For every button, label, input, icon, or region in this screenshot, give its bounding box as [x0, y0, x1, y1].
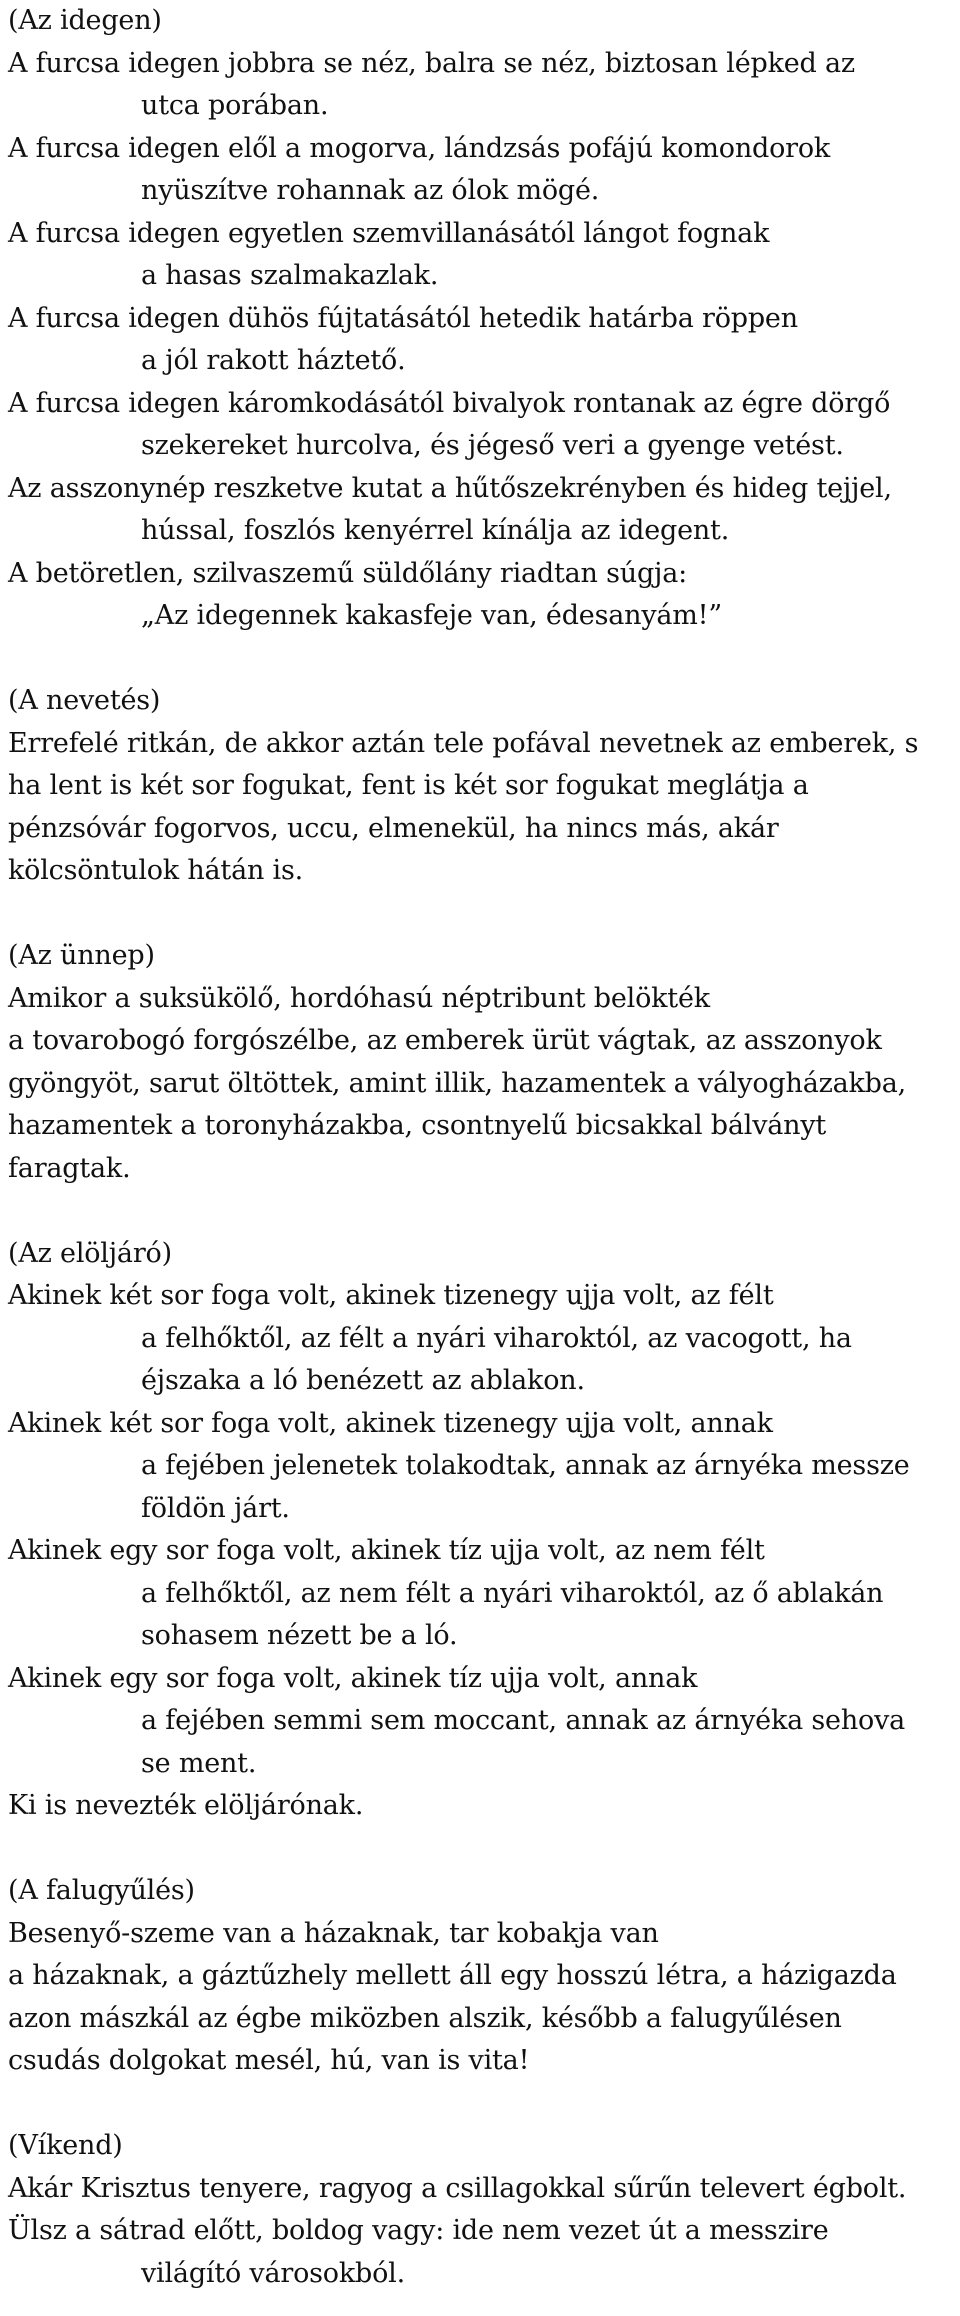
section-heading: (Az idegen): [8, 5, 162, 36]
text-line: azon mászkál az égbe miközben alszik, később a falugyűlésen: [8, 2002, 842, 2034]
continuation-line: a fejében semmi sem moccant, annak az árnyéka sehova: [141, 1705, 906, 1736]
poem-document: [8, 0, 956, 2295]
text-line: hazamentek a toronyházakba, csontnyelű bicsakkal bálványt: [8, 1110, 827, 1141]
section-heading: (Víkend): [8, 2130, 123, 2161]
text-line: Errefelé ritkán, de akkor aztán tele pofával nevetnek az emberek, s: [8, 727, 919, 759]
poem-section: [8, 1233, 956, 1828]
text-line: A furcsa idegen jobbra se néz, balra se néz, biztosan lépked az: [8, 47, 855, 79]
continuation-line: éjszaka a ló benézett az ablakon.: [141, 1365, 585, 1396]
continuation-line: hússal, foszlós kenyérrel kínálja az idegent.: [141, 515, 730, 546]
text-line: Ülsz a sátrad előtt, boldog vagy: ide nem vezet út a messzire: [8, 2215, 829, 2246]
text-line: a tovarobogó forgószélbe, az emberek ürüt vágtak, az asszonyok: [8, 1025, 882, 1056]
continuation-line: világító városokból.: [141, 2257, 405, 2289]
poem-section: [8, 680, 956, 893]
continuation-line: se ment.: [141, 1747, 257, 1779]
section-heading: (Az elöljáró): [8, 1237, 172, 1269]
poem-section: [8, 0, 956, 638]
poem-section: [8, 2125, 956, 2295]
text-line: A furcsa idegen egyetlen szemvillanásától lángot fognak: [8, 217, 770, 249]
text-line: A furcsa idegen dühös fújtatásától hetedik határba röppen: [8, 302, 798, 334]
text-line: ha lent is két sor fogukat, fent is két sor fogukat meglátja a: [8, 770, 809, 801]
section-heading: (Az ünnep): [8, 940, 155, 971]
text-line: faragtak.: [8, 1152, 131, 1184]
text-line: Ki is nevezték elöljárónak.: [8, 1790, 364, 1821]
text-line: csudás dolgokat mesél, hú, van is vita!: [8, 2045, 530, 2076]
continuation-line: „Az idegennek kakasfeje van, édesanyám!”: [141, 600, 722, 631]
poem-section: [8, 1870, 956, 2083]
text-line: Akinek két sor foga volt, akinek tizenegy ujja volt, annak: [8, 1407, 773, 1439]
poem-section: [8, 935, 956, 1190]
text-line: Akinek két sor foga volt, akinek tizenegy ujja volt, az félt: [8, 1280, 774, 1311]
continuation-line: a jól rakott háztető.: [141, 345, 406, 376]
text-line: Akár Krisztus tenyere, ragyog a csillagokkal sűrűn televert égbolt.: [8, 2172, 907, 2204]
text-line: pénzsóvár fogorvos, uccu, elmenekül, ha nincs más, akár: [8, 812, 779, 844]
continuation-line: a fejében jelenetek tolakodtak, annak az árnyéka messze: [141, 1450, 910, 1481]
continuation-line: utca porában.: [141, 90, 329, 121]
continuation-line: földön járt.: [141, 1492, 290, 1524]
continuation-line: sohasem nézett be a ló.: [141, 1620, 458, 1651]
text-line: A furcsa idegen káromkodásától bivalyok rontanak az égre dörgő: [8, 387, 891, 419]
continuation-line: szekereket hurcolva, és jégeső veri a gyenge vetést.: [141, 430, 844, 461]
text-line: a házaknak, a gáztűzhely mellett áll egy hosszú létra, a házigazda: [8, 1960, 897, 1991]
continuation-line: nyüszítve rohannak az ólok mögé.: [141, 175, 600, 206]
text-line: Besenyő-szeme van a házaknak, tar kobakja van: [8, 1917, 659, 1949]
section-heading: (A nevetés): [8, 685, 161, 716]
continuation-line: a felhőktől, az félt a nyári viharoktól, az vacogott, ha: [141, 1322, 852, 1354]
text-line: Akinek egy sor foga volt, akinek tíz ujja volt, az nem félt: [8, 1535, 765, 1566]
text-line: Akinek egy sor foga volt, akinek tíz ujja volt, annak: [8, 1662, 698, 1694]
continuation-line: a hasas szalmakazlak.: [141, 260, 439, 291]
text-line: gyöngyöt, sarut öltöttek, amint illik, hazamentek a vályogházakba,: [8, 1067, 907, 1099]
text-line: Amikor a suksükölő, hordóhasú néptribunt belökték: [8, 982, 710, 1014]
text-line: A furcsa idegen elől a mogorva, lándzsás pofájú komondorok: [8, 132, 831, 164]
continuation-line: a felhőktől, az nem félt a nyári viharoktól, az ő ablakán: [141, 1577, 884, 1609]
text-line: Az asszonynép reszketve kutat a hűtőszekrényben és hideg tejjel,: [8, 472, 892, 504]
section-heading: (A falugyűlés): [8, 1875, 195, 1906]
text-line: A betöretlen, szilvaszemű süldőlány riadtan súgja:: [8, 557, 688, 589]
text-line: kölcsöntulok hátán is.: [8, 855, 304, 886]
